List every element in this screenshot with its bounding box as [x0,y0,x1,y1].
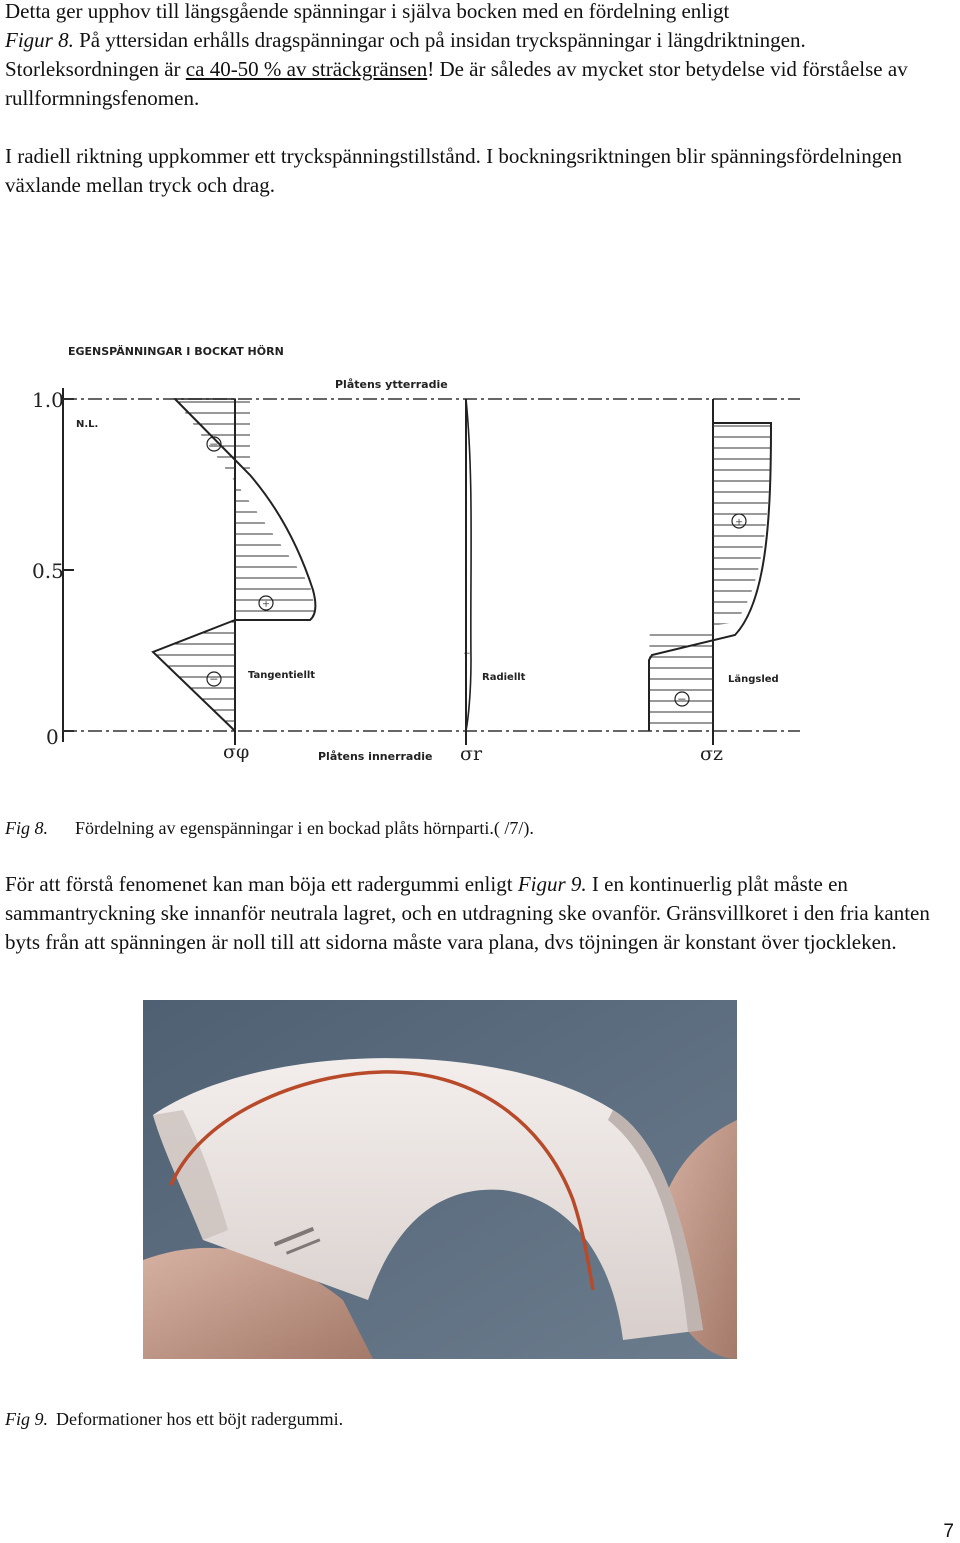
sigma-phi-label: σφ [223,741,250,763]
tick-label-0: 0 [46,725,59,749]
eraser-sentence-1: För att förstå fenomenet kan man böja ett radergummi enligt [5,872,518,896]
plus-sign-icon: + [735,514,743,529]
minus-sign-icon: − [677,692,687,708]
paragraph-intro [5,0,955,113]
sigma-r-label: σr [460,743,483,765]
figure-9-caption-label: Fig 9. [5,1409,48,1429]
minus-sign-icon: − [209,437,219,453]
paragraph-eraser [5,870,955,957]
figure-8-caption-text: Fördelning av egenspänningar i en bockad plåts hörnparti.( /7/). [75,818,534,838]
tick-label-1: 1.0 [32,388,64,412]
figure-9-caption [5,1407,343,1431]
intro-sentence-3: ! De är således av mycket stor betydelse vid förståelse av rullformningsfenomen. [5,57,908,110]
figure-9-caption-text: Deformationer hos ett böjt radergummi. [56,1409,344,1429]
bent-eraser-photo [143,1000,737,1359]
tangential-label: Tangentiellt [248,670,316,681]
tick-label-0-5: 0.5 [32,559,64,583]
radial-profile [460,399,526,765]
plus-sign-icon: + [262,596,270,611]
sigma-z-label: σz [700,743,723,765]
longitudinal-profile [640,399,780,765]
yield-strength-link[interactable]: ca 40-50 % av sträckgränsen [185,57,428,81]
eraser-sentence-2: I en kontinuerlig plåt måste en sammantryckning ske innanför neutrala lagret, och en utdragning ske ovanför. Gränsvillkoret i den fria kanten byts från att spänningen är noll till att sidorna måste vara plana, dvs töjningen är konstant över tjockleken. [5,872,930,954]
minus-sign-icon: − [463,646,471,660]
intro-sentence-1: Detta ger upphov till längsgående spänningar i själva bocken med en fördelning enligt [5,0,730,23]
intro-sentence-2: På yttersidan erhålls dragspänningar och på insidan tryckspänningar i längdriktningen. Storleksordningen är [5,28,806,81]
outer-radius-label: Plåtens ytterradie [335,378,448,391]
paragraph-radial: I radiell riktning uppkommer ett tryckspänningstillstånd. I bockningsriktningen blir spänningsfördelningen växlande mellan tryck och drag. [5,144,903,197]
inner-radius-label: Plåtens innerradie [318,750,433,763]
diagram-title: EGENSPÄNNINGAR I BOCKAT HÖRN [68,345,284,358]
tangential-profile [140,399,330,763]
figure-8-reference: Figur 8. [5,28,74,52]
longitudinal-label: Längsled [728,674,779,685]
stress-distribution-diagram [30,330,830,775]
figure-8-caption [5,816,534,840]
page-number: 7 [943,1521,954,1542]
neutral-line-label: N.L. [76,419,99,430]
figure-8-caption-label: Fig 8. [5,818,48,838]
minus-sign-icon: − [209,672,219,688]
radial-label: Radiellt [482,672,526,683]
figure-9-reference: Figur 9. [517,872,587,896]
